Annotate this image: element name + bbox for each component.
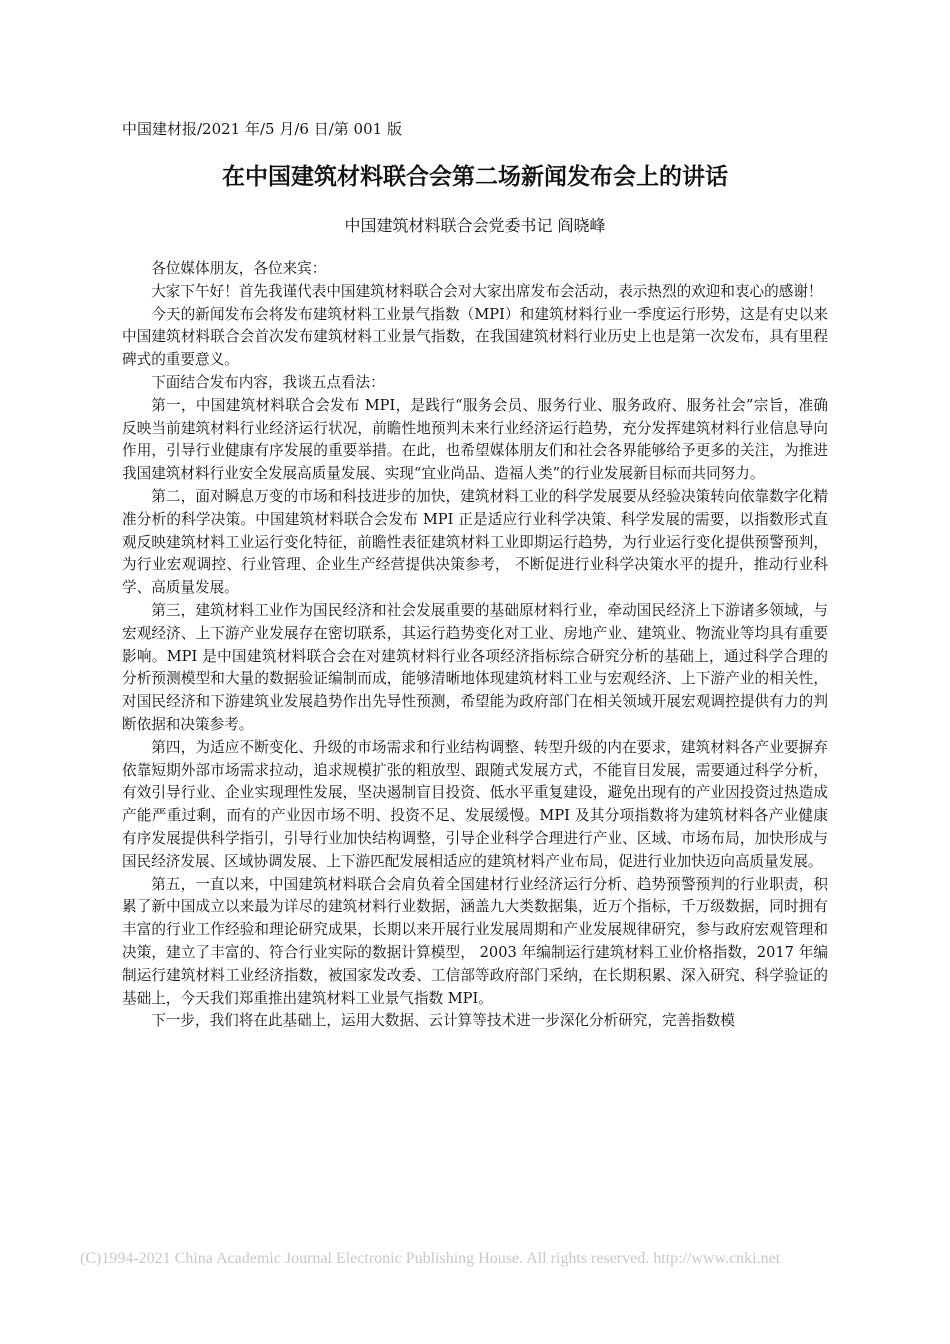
article-body (122, 258, 828, 1033)
paragraph: 大家下午好！首先我谨代表中国建筑材料联合会对大家出席发布会活动，表示热烈的欢迎和衷心的感谢！ (151, 282, 823, 300)
paragraph: 下面结合发布内容，我谈五点看法： (151, 373, 385, 391)
paragraph-point-one: 第一，中国建筑材料联合会发布 MPI，是践行“服务会员、服务行业、服务政府、服务社会”宗旨，准确反映当前建筑材料行业经济运行状况，前瞻性地预判未来行业经济运行趋势，充分发挥建筑材料行业信息导向作用，引导行业健康有序发展的重要举措。在此，也希望媒体朋友们和社会各界能够给予更多的关注，为推进我国建筑材料行业安全发展高质量发展、实现“宜业尚品、造福人类”的行业发展新目标而共同努力。 (122, 396, 828, 483)
paragraph-point-two: 第二，面对瞬息万变的市场和科技进步的加快，建筑材料工业的科学发展要从经验决策转向依靠数字化精准分析的科学决策。中国建筑材料联合会发布 MPI 正是适应行业科学决策、科学发展的需要，以指数形式直观反映建筑材料工业运行变化特征，前瞻性表征建筑材料工业即期运行趋势，为行业运行变化提供预警预判，为行业宏观调控、行业管理、企业生产经营提供决策参考， 不断促进行业科学决策水平的提升，推动行业科学、高质量发展。 (122, 487, 828, 597)
copyright-watermark: (C)1994-2021 China Academic Journal Electronic Publishing House. All rights reserved. http://www.cnki.net (80, 1250, 781, 1267)
paragraph: 今天的新闻发布会将发布建筑材料工业景气指数（MPI）和建筑材料行业一季度运行形势，这是有史以来中国建筑材料联合会首次发布建筑材料工业景气指数，在我国建筑材料行业历史上也是第一次发布，具有里程碑式的重要意义。 (122, 305, 828, 369)
paragraph-point-five: 第五，一直以来，中国建筑材料联合会肩负着全国建材行业经济运行分析、趋势预警预判的行业职责，积累了新中国成立以来最为详尽的建筑材料行业数据，涵盖九大类数据集，近万个指标，千万级数据，同时拥有丰富的行业工作经验和理论研究成果，长期以来开展行业发展周期和产业发展规律研究，参与政府宏观管理和决策，建立了丰富的、符合行业实际的数据计算模型， 2003 年编制运行建筑材料工业价格指数，2017 年编制运行建筑材料工业经济指数，被国家发改委、工信部等政府部门采纳，在长期积累、深入研究、科学验证的基础上，今天我们郑重推出建筑材料工业景气指数 MPI。 (122, 875, 828, 1007)
paragraph-salutation: 各位媒体朋友，各位来宾： (151, 260, 327, 277)
paragraph-point-four: 第四，为适应不断变化、升级的市场需求和行业结构调整、转型升级的内在要求，建筑材料各产业要摒弃依靠短期外部市场需求拉动，追求规模扩张的粗放型、跟随式发展方式，不能盲目发展，需要通过科学分析，有效引导行业、企业实现理性发展，坚决遏制盲目投资、低水平重复建设，避免出现有的产业因投资过热造成产能严重过剩，而有的产业因市场不明、投资不足、发展缓慢。MPI 及其分项指数将为建筑材料各产业健康有序发展提供科学指引，引导行业加快结构调整，引导企业科学合理进行产业、区域、市场布局，加快形成与国民经济发展、区域协调发展、上下游匹配发展相适应的建筑材料产业布局，促进行业加快迈向高质量发展。 (122, 738, 828, 870)
article-title: 在中国建筑材料联合会第二场新闻发布会上的讲话 (222, 164, 728, 190)
article-byline: 中国建筑材料联合会党委书记 阎晓峰 (344, 216, 606, 235)
publication-source: 中国建材报/2021 年/5 月/6 日/第 001 版 (122, 120, 402, 138)
paragraph-point-three: 第三，建筑材料工业作为国民经济和社会发展重要的基础原材料行业，牵动国民经济上下游诸多领域，与宏观经济、上下游产业发展存在密切联系，其运行趋势变化对工业、房地产业、建筑业、物流业等均具有重要影响。MPI 是中国建筑材料联合会在对建筑材料行业各项经济指标综合研究分析的基础上，通过科学合理的分析预测模型和大量的数据验证编制而成，能够清晰地体现建筑材料工业与宏观经济、上下游产业的相关性，对国民经济和下游建筑业发展趋势作出先导性预测，希望能为政府部门在相关领域开展宏观调控提供有力的判断依据和决策参考。 (122, 601, 828, 733)
paragraph-next-step: 下一步，我们将在此基础上，运用大数据、云计算等技术进一步深化分析研究，完善指数模 (151, 1012, 735, 1030)
